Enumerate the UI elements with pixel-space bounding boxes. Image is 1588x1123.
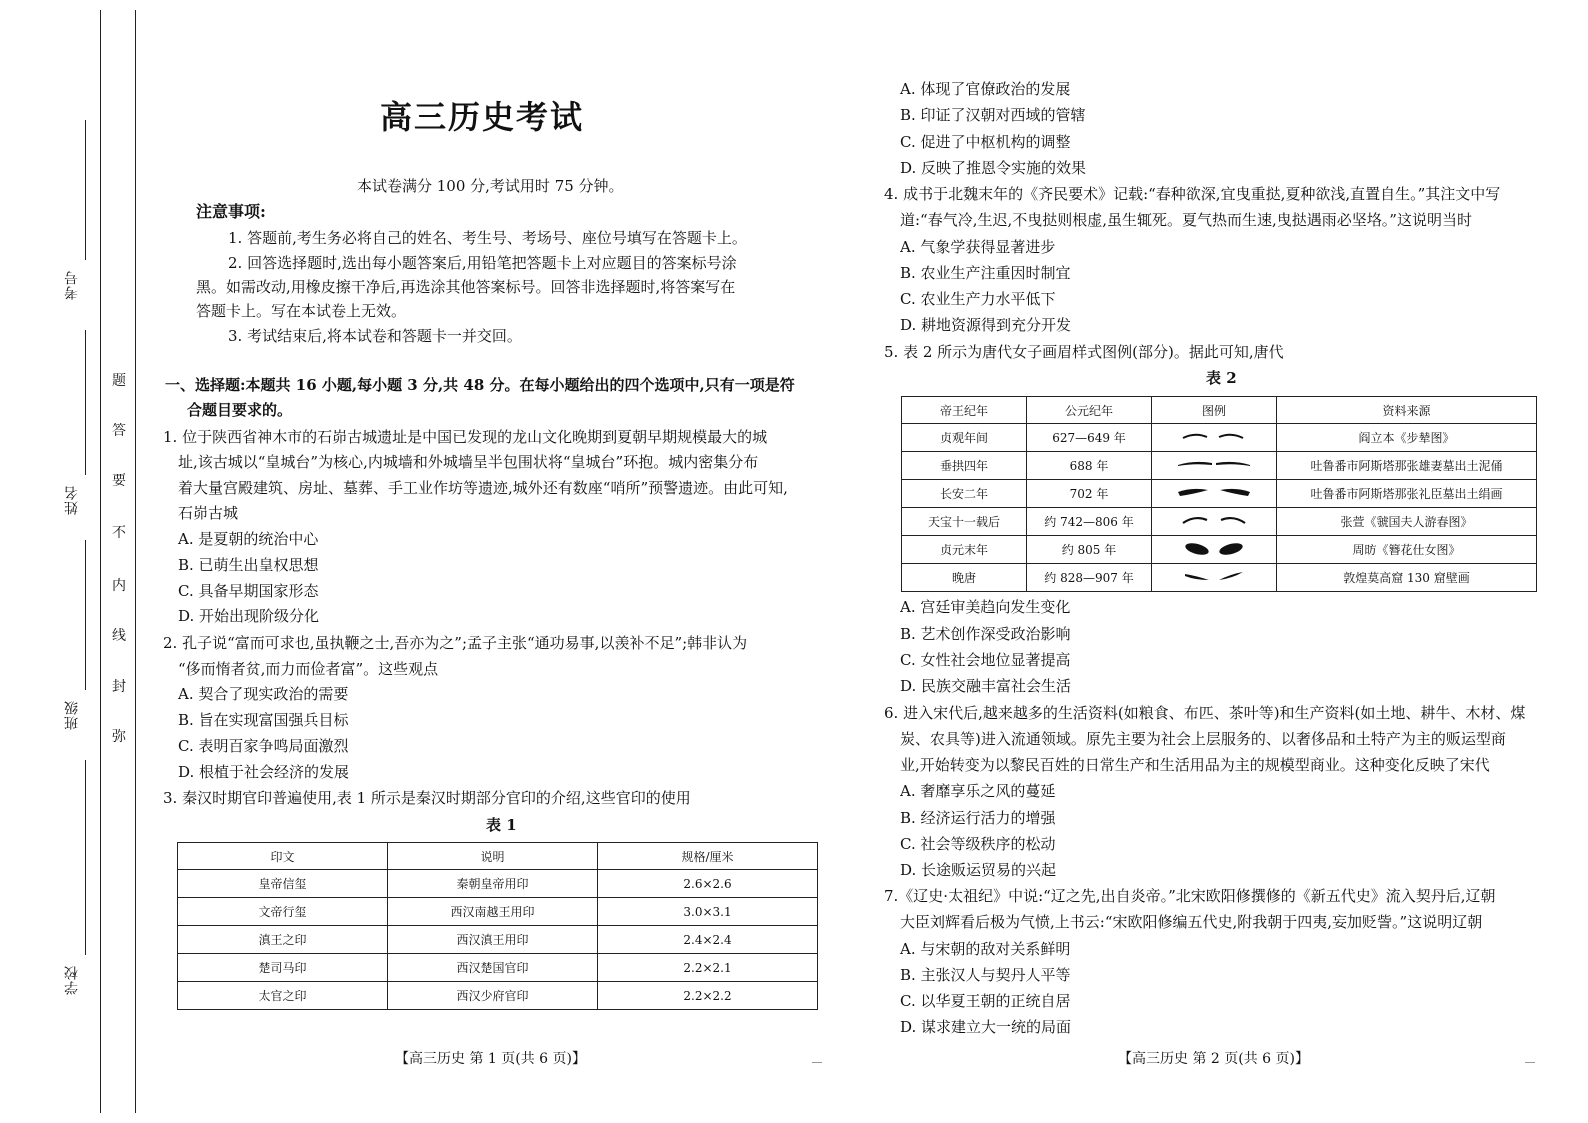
name-fill-line (85, 330, 86, 475)
warning-char: 封 (112, 679, 126, 695)
exam-intro: 本试卷满分 100 分,考试用时 75 分钟。 (357, 177, 624, 195)
table-1-cell: 西汉楚国官印 (388, 954, 598, 982)
name-label: 姓名 (64, 485, 80, 515)
table-1-row (178, 926, 818, 954)
exam-id-fill-line (85, 120, 86, 260)
table-2-cell: 约 742—806 年 (1027, 508, 1152, 536)
notice-line: 黑。如需改动,用橡皮擦干净后,再选涂其他答案标号。回答非选择题时,将答案写在 (196, 278, 736, 296)
table-2-cell: 长安二年 (902, 480, 1027, 508)
table-2-cell: 688 年 (1027, 452, 1152, 480)
table-2-row (902, 564, 1537, 592)
table-2-cell: 晚唐 (902, 564, 1027, 592)
question-5-option: A. 宫廷审美趋向发生变化 (900, 598, 1071, 616)
question-6-option: A. 奢靡享乐之风的蔓延 (900, 782, 1056, 800)
table-2-cell: 约 805 年 (1027, 536, 1152, 564)
question-2-option: A. 契合了现实政治的需要 (178, 685, 349, 703)
question-1-option: C. 具备早期国家形态 (178, 582, 319, 600)
question-5-option: B. 艺术创作深受政治影响 (900, 625, 1071, 643)
question-4-option: D. 耕地资源得到充分开发 (900, 316, 1072, 334)
question-4-option: B. 农业生产注重因时制宜 (900, 264, 1071, 282)
eyebrow-illustration (1152, 508, 1277, 536)
table-2-header: 图例 (1152, 397, 1277, 424)
table-2-cell: 敦煌莫高窟 130 窟壁画 (1277, 564, 1537, 592)
warning-char: 弥 (112, 729, 126, 745)
question-4-option: A. 气象学获得显著进步 (900, 238, 1056, 256)
page-mark (1525, 1062, 1535, 1063)
table-2-header: 公元纪年 (1027, 397, 1152, 424)
question-7-text: 大臣刘辉看后极为气愤,上书云:“宋欧阳修编五代史,附我朝于四夷,妄加贬訾。”这说明辽朝 (900, 913, 1483, 931)
eyebrow-illustration (1152, 480, 1277, 508)
question-5-text: 5. 表 2 所示为唐代女子画眉样式图例(部分)。据此可知,唐代 (884, 343, 1284, 361)
notice-heading: 注意事项: (196, 202, 266, 221)
warning-char: 内 (112, 578, 126, 594)
notice-line: 2. 回答选择题时,选出每小题答案后,用铅笔把答题卡上对应题目的答案标号涂 (228, 254, 737, 272)
question-6-option: B. 经济运行活力的增强 (900, 809, 1056, 827)
warning-char: 不 (112, 525, 126, 541)
table-2-cell: 阎立本《步辇图》 (1277, 424, 1537, 452)
table-2-cell: 吐鲁番市阿斯塔那张礼臣墓出土绢画 (1277, 480, 1537, 508)
question-2-text: 2. 孔子说“富而可求也,虽执鞭之士,吾亦为之”;孟子主张“通功易事,以羡补不足”;韩非认为 (163, 634, 748, 652)
question-7-option: A. 与宋朝的敌对关系鲜明 (900, 940, 1071, 958)
table-2-row (902, 452, 1537, 480)
section-heading: 一、选择题:本题共 16 小题,每小题 3 分,共 48 分。在每小题给出的四个选项中,只有一项是符 (165, 376, 795, 394)
question-7-option: D. 谋求建立大一统的局面 (900, 1018, 1072, 1036)
table-1-cell: 秦朝皇帝用印 (388, 870, 598, 898)
table-2-header: 资料来源 (1277, 397, 1537, 424)
question-4-option: C. 农业生产力水平低下 (900, 290, 1056, 308)
table-1-caption: 表 1 (486, 816, 517, 834)
question-7-option: C. 以华夏王朝的正统自居 (900, 992, 1071, 1010)
table-1-row (178, 870, 818, 898)
question-3-text: 3. 秦汉时期官印普遍使用,表 1 所示是秦汉时期部分官印的介绍,这些官印的使用 (163, 789, 691, 807)
question-3-option: C. 促进了中枢机构的调整 (900, 133, 1071, 151)
warning-char: 答 (112, 423, 126, 439)
eyebrow-slanted-icon (1179, 568, 1249, 584)
question-1-text: 石峁古城 (178, 504, 239, 522)
table-2-row (902, 508, 1537, 536)
table-1-header: 印文 (178, 843, 388, 870)
table-1-cell: 2.6×2.6 (598, 870, 818, 898)
table-1-cell: 2.4×2.4 (598, 926, 818, 954)
question-5-option: C. 女性社会地位显著提高 (900, 651, 1071, 669)
table-1 (177, 842, 818, 1010)
question-1-option: A. 是夏朝的统治中心 (178, 530, 319, 548)
table-1-cell: 2.2×2.2 (598, 982, 818, 1010)
question-3-option: A. 体现了官僚政治的发展 (900, 80, 1071, 98)
table-2-row (902, 536, 1537, 564)
exam-id-label: 考号 (64, 270, 80, 300)
table-2-cell: 天宝十一载后 (902, 508, 1027, 536)
eyebrow-curved-icon (1179, 513, 1249, 527)
question-6-text: 6. 进入宋代后,越来越多的生活资料(如粮食、布匹、茶叶等)和生产资料(如土地、耕牛、木材、煤 (884, 704, 1526, 722)
eyebrow-long-icon (1174, 457, 1254, 471)
question-7-option: B. 主张汉人与契丹人平等 (900, 966, 1071, 984)
question-6-text: 业,开始转变为以黎民百姓的日常生产和生活用品为主的规模型商业。这种变化反映了宋代 (900, 756, 1490, 774)
section-heading: 合题目要求的。 (187, 401, 293, 419)
page-mark (812, 1062, 822, 1063)
question-4-text: 道:“春气冷,生迟,不曳挞则根虚,虽生辄死。夏气热而生速,曳挞遇雨必坚垎。”这说明当时 (900, 211, 1472, 229)
question-6-option: C. 社会等级秩序的松动 (900, 835, 1056, 853)
table-1-cell: 皇帝信玺 (178, 870, 388, 898)
question-2-option: D. 根植于社会经济的发展 (178, 763, 350, 781)
table-2-cell: 627—649 年 (1027, 424, 1152, 452)
page-2-footer: 【高三历史 第 2 页(共 6 页)】 (1118, 1051, 1309, 1067)
table-1-cell: 3.0×3.1 (598, 898, 818, 926)
table-1-cell: 西汉少府官印 (388, 982, 598, 1010)
question-2-text: “侈而惰者贫,而力而俭者富”。这些观点 (178, 660, 439, 678)
question-1-option: D. 开始出现阶级分化 (178, 607, 320, 625)
table-1-cell: 西汉南越王用印 (388, 898, 598, 926)
eyebrow-moth-icon (1179, 539, 1249, 557)
table-2 (901, 396, 1537, 592)
question-4-text: 4. 成书于北魏末年的《齐民要术》记载:“春种欲深,宜曳重挞,夏种欲浅,直置自生。”其注文中写 (884, 185, 1501, 203)
warning-char: 要 (112, 473, 126, 489)
table-2-row (902, 480, 1537, 508)
table-2-row (902, 424, 1537, 452)
table-2-cell: 贞观年间 (902, 424, 1027, 452)
question-1-text: 着大量宫殿建筑、房址、墓葬、手工业作坊等遗迹,城外还有数座“哨所”预警遗迹。由此可知, (178, 479, 788, 497)
class-fill-line (85, 540, 86, 690)
question-6-option: D. 长途贩运贸易的兴起 (900, 861, 1057, 879)
table-2-header: 帝王纪年 (902, 397, 1027, 424)
table-2-cell: 周昉《簪花仕女图》 (1277, 536, 1537, 564)
table-1-header: 规格/厘米 (598, 843, 818, 870)
binding-line-inner (100, 10, 101, 1113)
table-1-cell: 楚司马印 (178, 954, 388, 982)
question-5-option: D. 民族交融丰富社会生活 (900, 677, 1072, 695)
page-1-footer: 【高三历史 第 1 页(共 6 页)】 (395, 1051, 586, 1067)
eyebrow-illustration (1152, 452, 1277, 480)
question-2-option: C. 表明百家争鸣局面激烈 (178, 737, 349, 755)
eyebrow-illustration (1152, 424, 1277, 452)
eyebrow-thin-arch-icon (1179, 429, 1249, 443)
table-2-cell: 吐鲁番市阿斯塔那张雄妻墓出土泥俑 (1277, 452, 1537, 480)
question-6-text: 炭、农具等)进入流通领域。原先主要为社会上层服务的、以奢侈品和土特产为主的贩运型商 (900, 730, 1506, 748)
question-1-text: 址,该古城以“皇城台”为核心,内城墙和外城墙呈半包围状将“皇城台”环抱。城内密集分布 (178, 453, 759, 471)
table-2-caption: 表 2 (1206, 369, 1237, 387)
table-2-cell: 张萱《虢国夫人游春图》 (1277, 508, 1537, 536)
eyebrow-illustration (1152, 564, 1277, 592)
exam-title: 高三历史考试 (380, 98, 585, 136)
eyebrow-illustration (1152, 536, 1277, 564)
table-1-row (178, 982, 818, 1010)
table-1-cell: 2.2×2.1 (598, 954, 818, 982)
question-1-option: B. 已萌生出皇权思想 (178, 556, 319, 574)
table-1-header: 说明 (388, 843, 598, 870)
table-2-cell: 垂拱四年 (902, 452, 1027, 480)
notice-line: 3. 考试结束后,将本试卷和答题卡一并交回。 (228, 327, 522, 345)
table-1-cell: 西汉滇王用印 (388, 926, 598, 954)
table-2-cell: 贞元末年 (902, 536, 1027, 564)
table-1-row (178, 898, 818, 926)
question-3-option: D. 反映了推恩令实施的效果 (900, 159, 1087, 177)
table-1-row (178, 954, 818, 982)
notice-line: 1. 答题前,考生务必将自己的姓名、考生号、考场号、座位号填写在答题卡上。 (228, 229, 747, 247)
warning-char: 题 (112, 373, 126, 389)
question-7-text: 7.《辽史·太祖纪》中说:“辽之先,出自炎帝。”北宋欧阳修撰修的《新五代史》流入契丹后,辽朝 (884, 887, 1496, 905)
notice-line: 答题卡上。写在本试卷上无效。 (196, 302, 407, 320)
table-1-cell: 文帝行玺 (178, 898, 388, 926)
table-1-cell: 滇王之印 (178, 926, 388, 954)
warning-char: 线 (112, 628, 126, 644)
class-label: 班级 (64, 700, 80, 730)
binding-strip (0, 0, 140, 1123)
question-2-option: B. 旨在实现富国强兵目标 (178, 711, 349, 729)
eyebrow-thick-icon (1174, 484, 1254, 500)
question-3-option: B. 印证了汉朝对西域的管辖 (900, 106, 1086, 124)
school-label: 学校 (64, 965, 80, 995)
table-2-cell: 约 828—907 年 (1027, 564, 1152, 592)
question-1-text: 1. 位于陕西省神木市的石峁古城遗址是中国已发现的龙山文化晚期到夏朝早期规模最大的城 (163, 428, 768, 446)
binding-line-outer (135, 10, 136, 1113)
table-1-cell: 太官之印 (178, 982, 388, 1010)
table-2-cell: 702 年 (1027, 480, 1152, 508)
school-fill-line (85, 760, 86, 955)
